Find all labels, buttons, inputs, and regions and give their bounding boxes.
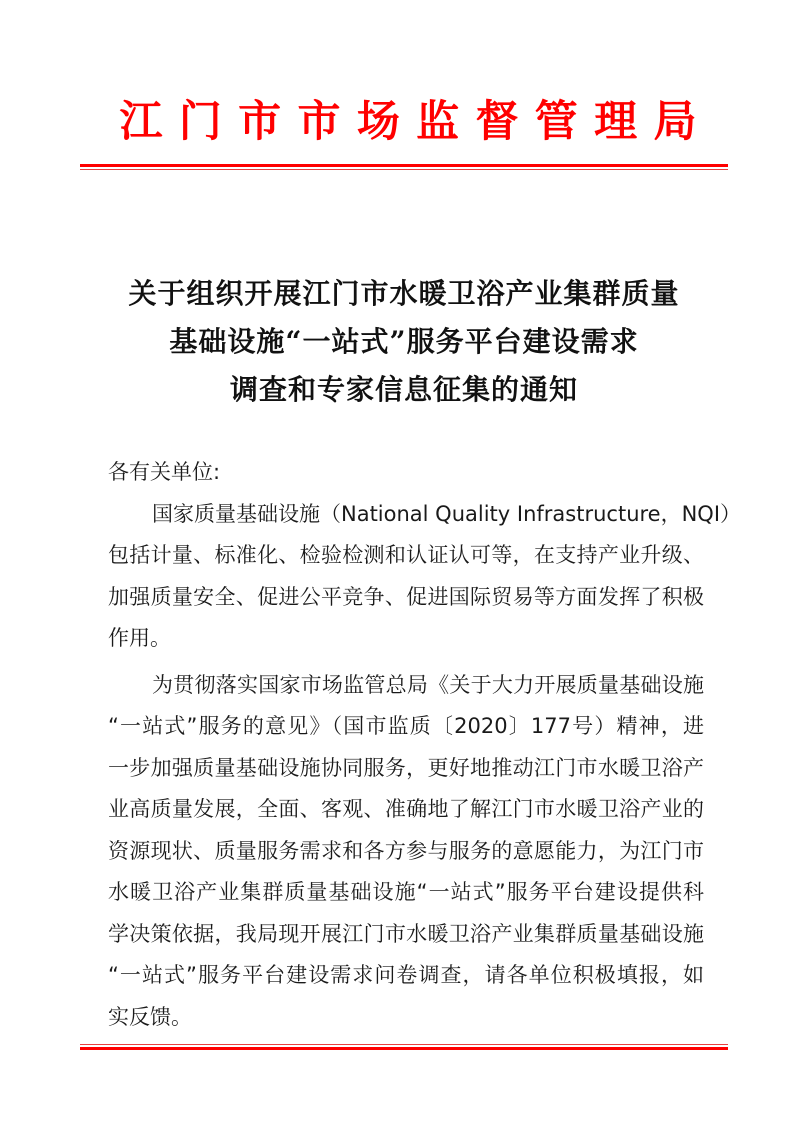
masthead-organization [118,96,698,148]
paragraph-line: 为贯彻落实国家市场监管总局《关于大力开展质量基础设施 [152,672,704,697]
masthead-char: 督 [475,97,519,147]
paragraph-line: 包括计量、标准化、检验检测和认证认可等，在支持产业升级、 [108,543,704,567]
masthead-char: 市 [297,97,341,147]
masthead-char: 监 [416,97,460,147]
title-line: 基础设施“一站式”服务平台建设需求 [169,325,639,358]
paragraph-line: 学决策依据，我局现开展江门市水暖卫浴产业集群质量基础设施 [108,921,704,946]
paragraph-line: 加强质量安全、促进公平竞争、促进国际贸易等方面发挥了积极 [108,584,704,609]
masthead-char: 局 [653,97,697,147]
masthead-char: 场 [356,97,400,147]
masthead-char: 市 [238,97,282,147]
paragraph-line: 一步加强质量基础设施协同服务，更好地推动江门市水暖卫浴产 [108,755,704,780]
footer-divider-thin [80,1044,728,1045]
title-line: 调查和专家信息征集的通知 [229,373,578,406]
paragraph-line: 业高质量发展，全面、客观、准确地了解江门市水暖卫浴产业的 [108,797,704,821]
paragraph-nqi-intro [108,494,742,660]
masthead-char: 门 [178,97,222,147]
paragraph-line: 资源现状、质量服务需求和各方参与服务的意愿能力，为江门市 [108,838,704,863]
paragraph-line: “一站式”服务的意见》（国市监质〔2020〕177号）精神，进 [108,714,704,738]
paragraph-line: 水暖卫浴产业集群质量基础设施“一站式”服务平台建设提供科 [108,880,704,904]
title-line: 关于组织开展江门市水暖卫浴产业集群质量 [128,277,680,310]
masthead-char: 管 [534,97,578,147]
paragraph-survey-purpose [108,665,704,1039]
document-body [108,452,742,1038]
document-title [80,270,728,414]
footer-divider-thick [80,1047,728,1050]
salutation: 各有关单位: [108,460,221,484]
masthead-char: 江 [119,97,163,147]
header-divider-thick [80,164,728,167]
paragraph-line: 实反馈。 [108,1004,192,1029]
paragraph-line: 国家质量基础设施（National Quality Infrastructure，NQI） [152,501,742,526]
paragraph-line: “一站式”服务平台建设需求问卷调查，请各单位积极填报，如 [108,963,704,987]
header-divider-thin [80,169,728,170]
masthead-char: 理 [594,97,638,147]
paragraph-line: 作用。 [108,626,171,650]
